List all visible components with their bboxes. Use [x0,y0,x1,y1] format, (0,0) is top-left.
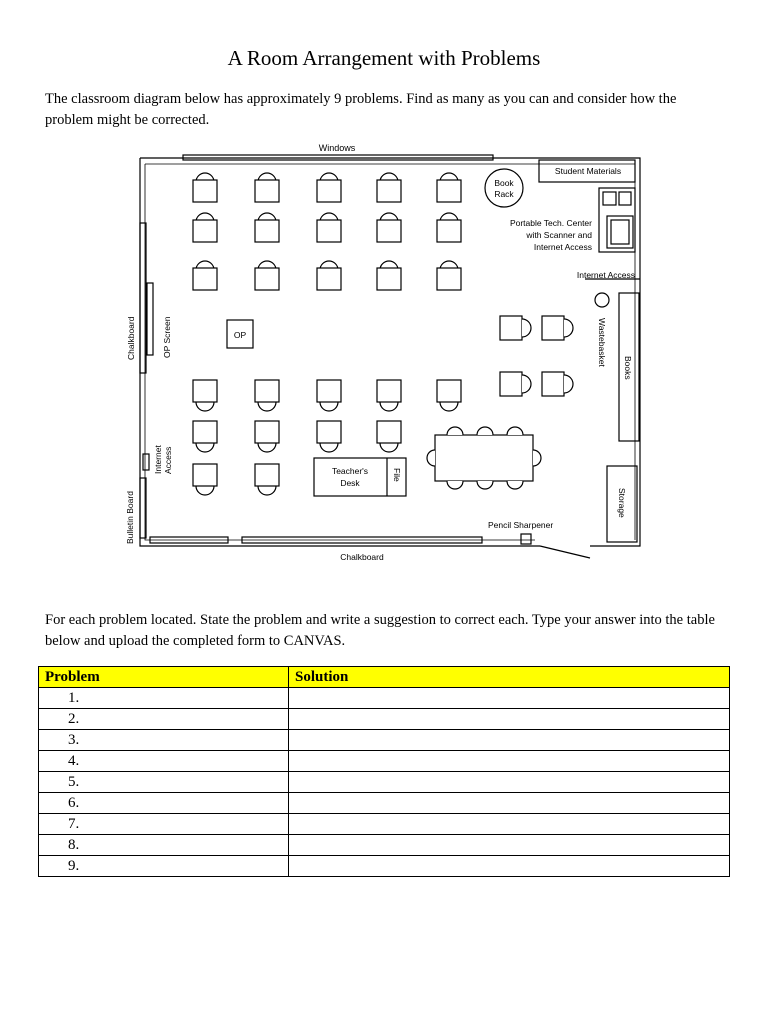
solution-cell[interactable] [289,751,730,772]
student-desk [255,421,279,452]
student-desk [255,464,279,495]
label-teachers-desk-1: Teacher's [331,466,369,476]
label-books: Books [623,356,633,380]
student-desk [317,380,341,411]
table-row [39,709,730,730]
problem-cell[interactable]: 6. [39,793,289,814]
header-problem: Problem [39,667,289,688]
solution-cell[interactable] [289,709,730,730]
student-desk [377,213,401,242]
solution-cell[interactable] [289,730,730,751]
student-desk [317,173,341,202]
label-file: File [392,468,402,482]
table-row [39,856,730,877]
problem-cell[interactable]: 2. [39,709,289,730]
door [540,546,590,558]
table-row [39,793,730,814]
side-desk [500,372,531,396]
side-desk [542,316,573,340]
student-desk [377,421,401,452]
problem-cell[interactable]: 3. [39,730,289,751]
label-pencil-sharpener: Pencil Sharpener [488,520,554,530]
student-desk [193,380,217,411]
problem-cell[interactable]: 1. [39,688,289,709]
student-desk [377,261,401,290]
side-desk [500,316,531,340]
table-row [39,751,730,772]
pencil-sharpener-shape [521,534,531,544]
student-desk [255,380,279,411]
table-row [39,835,730,856]
problem-cell[interactable]: 7. [39,814,289,835]
student-desk [317,213,341,242]
student-desk [255,173,279,202]
student-desk [437,261,461,290]
student-desk [317,421,341,452]
label-tech-center-1: Portable Tech. Center [509,218,592,228]
solution-cell[interactable] [289,856,730,877]
problem-cell[interactable]: 9. [39,856,289,877]
table-header-row [39,667,730,688]
student-desk [255,213,279,242]
label-chalkboard-bottom: Chalkboard [340,552,384,562]
label-book-rack-1: Book [494,178,514,188]
table-row [39,772,730,793]
label-bulletin-board: Bulletin Board [125,491,135,544]
label-internet-access-right: Internet Access [576,270,635,280]
solution-cell[interactable] [289,814,730,835]
instructions-paragraph: For each problem located. State the problem and write a suggestion to correct each. Type your answer into the table below and upload the completed form to CANVAS. [45,612,715,649]
intro-paragraph: The classroom diagram below has approximately 9 problems. Find as many as you can and consider how the problem might be corrected. [45,91,677,128]
label-internet-left-2: Access [163,446,173,474]
student-desk [377,380,401,411]
solution-cell[interactable] [289,772,730,793]
label-storage: Storage [617,488,627,518]
student-desk [193,464,217,495]
problem-cell[interactable]: 8. [39,835,289,856]
student-desk [193,261,217,290]
wastebasket-shape [595,293,609,307]
student-desk [193,421,217,452]
student-desk [193,213,217,242]
left-internet-port [143,454,149,470]
book-rack-shape [485,169,523,207]
problem-cell[interactable]: 4. [39,751,289,772]
side-desk [542,372,573,396]
solution-cell[interactable] [289,793,730,814]
label-chalkboard-left: Chalkboard [126,316,136,360]
left-chalkboard [147,283,153,355]
label-op-screen: OP Screen [162,316,172,358]
label-tech-center-2: with Scanner and [526,230,592,240]
label-wastebasket: Wastebasket [597,318,607,367]
label-book-rack-2: Rack [494,189,514,199]
label-internet-left-1: Internet [153,445,163,474]
problem-cell[interactable]: 5. [39,772,289,793]
label-student-materials: Student Materials [554,166,622,176]
label-op: OP [233,330,247,340]
classroom-diagram [95,128,655,568]
student-desk [255,261,279,290]
group-table [435,435,533,481]
answer-table [38,666,730,877]
solution-cell[interactable] [289,835,730,856]
student-desk [193,173,217,202]
table-row [39,730,730,751]
label-teachers-desk-2: Desk [340,478,360,488]
table-row [39,688,730,709]
student-desk [317,261,341,290]
group-table-chairs [427,427,541,489]
table-row [39,814,730,835]
header-solution: Solution [289,667,730,688]
student-desk [437,173,461,202]
page-title: A Room Arrangement with Problems [227,46,541,70]
label-tech-center-3: Internet Access [533,242,592,252]
student-desk [437,213,461,242]
student-desk [377,173,401,202]
label-windows: Windows [318,143,356,153]
student-desk [437,380,461,411]
solution-cell[interactable] [289,688,730,709]
